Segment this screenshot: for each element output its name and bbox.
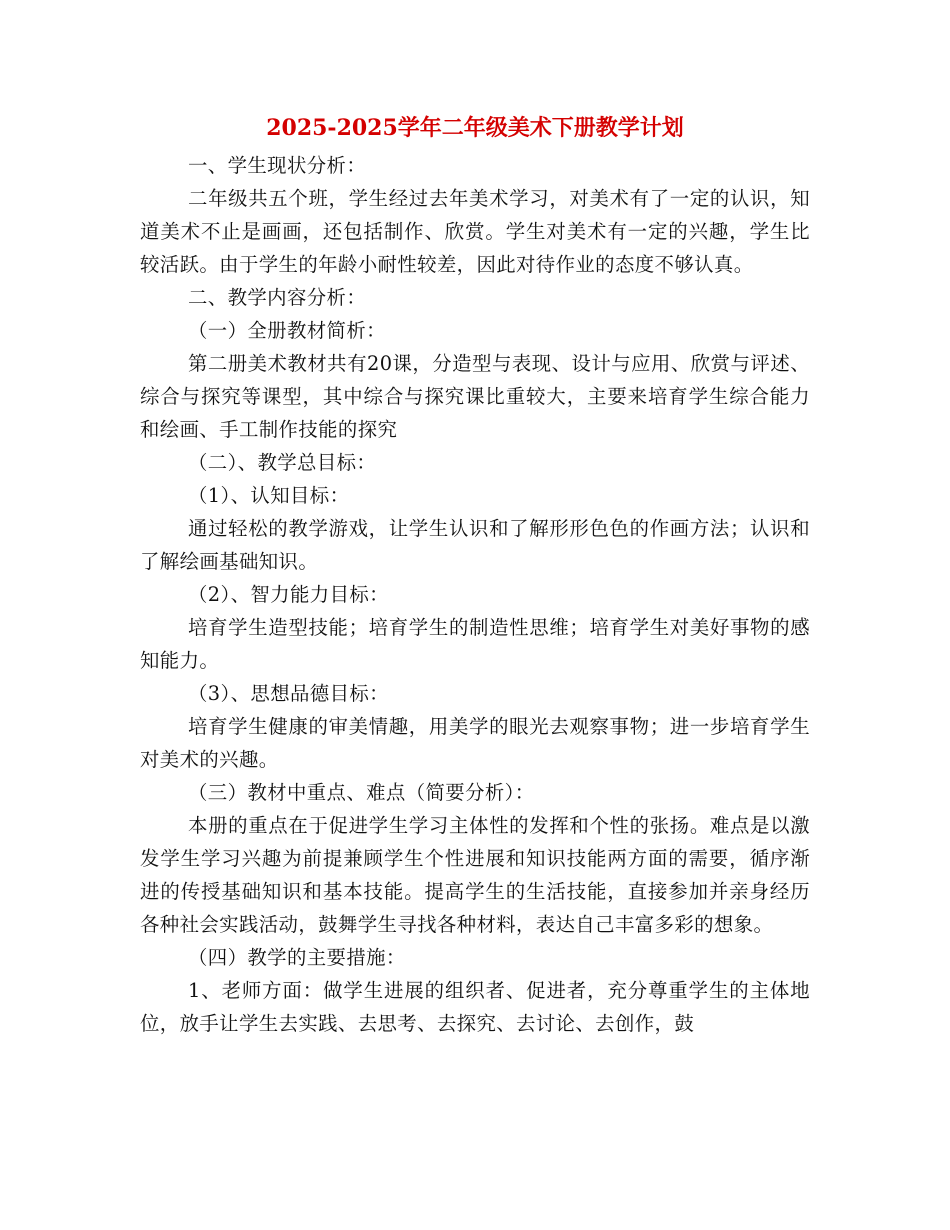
paragraph-student-analysis: 二年级共五个班，学生经过去年美术学习，对美术有了一定的认识，知道美术不止是画画，还包括制作、欣赏。学生对美术有一定的兴趣，学生比较活跃。由于学生的年龄小耐性较差，因此对待作业的态度不够认真。	[140, 187, 810, 276]
section-heading-student-analysis: 一、学生现状分析：	[188, 154, 367, 177]
subheading-overall-goals: （二）、教学总目标：	[188, 451, 377, 474]
paragraph-textbook-overview: 第二册美术教材共有20课，分造型与表现、设计与应用、欣赏与评述、综合与探究等课型，其中综合与探究课比重较大，主要来培育学生综合能力和绘画、手工制作技能的探究	[140, 352, 810, 441]
subheading-cognitive-goals: （1）、认知目标：	[188, 484, 350, 507]
paragraph-key-points: 本册的重点在于促进学生学习主体性的发挥和个性的张扬。难点是以激发学生学习兴趣为前提兼顾学生个性进展和知识技能两方面的需要，循序渐进的传授基础知识和基本技能。提高学生的生活技能，直接参加并亲身经历各种社会实践活动，鼓舞学生寻找各种材料，表达自己丰富多彩的想象。	[140, 814, 810, 936]
subheading-key-points: （三）教材中重点、难点（简要分析）：	[188, 781, 535, 804]
subheading-intellectual-goals: （2）、智力能力目标：	[188, 583, 389, 606]
section-heading-content-analysis: 二、教学内容分析：	[188, 286, 367, 309]
document-title: 2025-2025学年二年级美术下册教学计划	[266, 115, 684, 141]
subheading-teaching-measures: （四）教学的主要措施：	[188, 946, 406, 969]
subheading-textbook-overview: （一）全册教材简析：	[188, 319, 386, 342]
subheading-moral-goals: （3）、思想品德目标：	[188, 682, 389, 705]
paragraph-cognitive-goals: 通过轻松的教学游戏，让学生认识和了解形形色色的作画方法；认识和了解绘画基础知识。	[140, 517, 810, 573]
document-body	[140, 149, 810, 1040]
paragraph-teacher-measures: 1、老师方面：做学生进展的组织者、促进者，充分尊重学生的主体地位，放手让学生去实践、去思考、去探究、去讨论、去创作，鼓	[140, 979, 810, 1035]
paragraph-moral-goals: 培育学生健康的审美情趣，用美学的眼光去观察事物；进一步培育学生对美术的兴趣。	[140, 715, 810, 771]
paragraph-intellectual-goals: 培育学生造型技能；培育学生的制造性思维；培育学生对美好事物的感知能力。	[140, 616, 810, 672]
